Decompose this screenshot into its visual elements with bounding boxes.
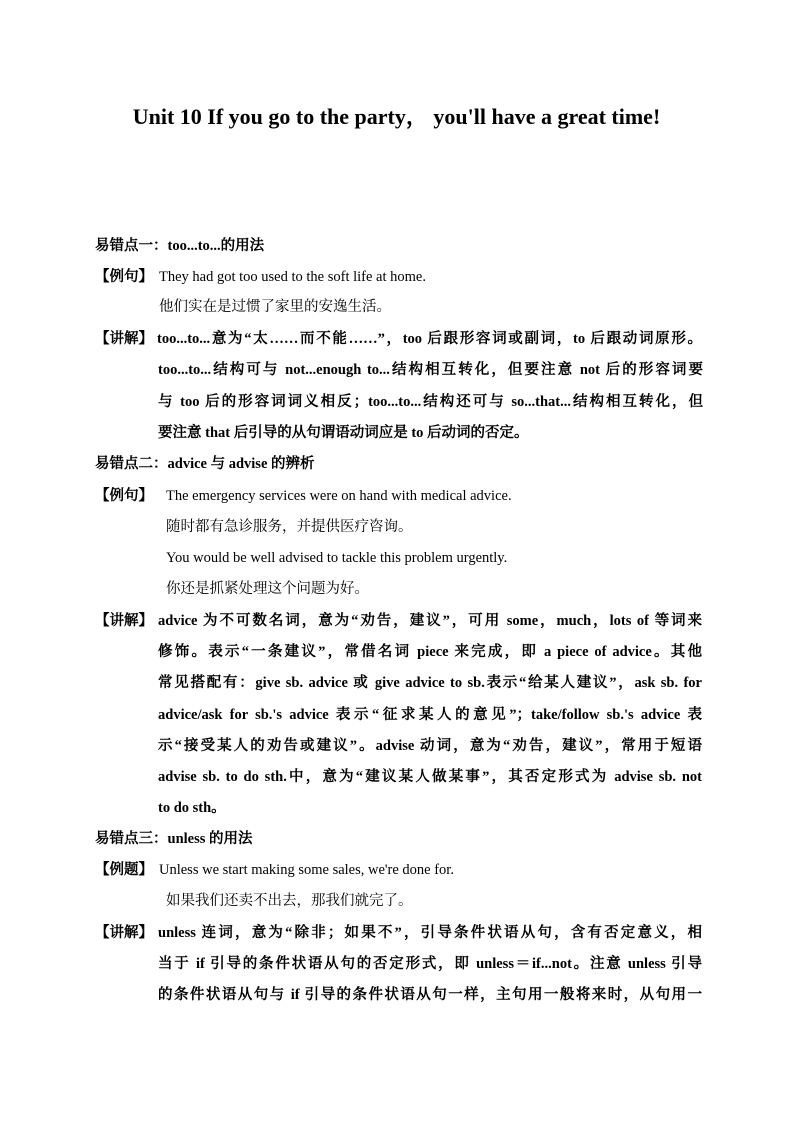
example-sentence-cn-2a: 随时都有急诊服务，并提供医疗咨询。	[166, 519, 413, 535]
explain-line: advise sb. to do sth.中，意为“建议某人做某事”，其否定形式为 advise sb. not	[158, 769, 702, 785]
example-sentence-en-1: They had got too used to the soft life at home.	[159, 269, 426, 285]
explain-line: unless 连词，意为“除非；如果不”，引导条件状语从句，含有否定意义，相	[158, 925, 702, 941]
explain-tag-1: 【讲解】	[95, 331, 153, 347]
explain-line: 修饰。表示“一条建议”，常借名词 piece 来完成，即 a piece of advice。其他	[158, 644, 702, 660]
explain-line: 当于 if 引导的条件状语从句的否定形式，即 unless＝if...not。注意 unless 引导	[158, 956, 702, 972]
explain-tag-2: 【讲解】	[95, 613, 153, 629]
example-sentence-en-2a: The emergency services were on hand with medical advice.	[166, 488, 512, 504]
example-tag-2: 【例句】	[95, 488, 153, 504]
example-sentence-en-3: Unless we start making some sales, we're done for.	[159, 862, 454, 878]
explain-line: 的条件状语从句与 if 引导的条件状语从句一样，主句用一般将来时，从句用一	[158, 987, 702, 1003]
example-tag-3: 【例题】	[95, 862, 153, 878]
explain-line: 与 too 后的形容词词义相反；too...to...结构还可与 so...that...结构相互转化，但	[158, 394, 703, 410]
example-sentence-cn-2b: 你还是抓紧处理这个问题为好。	[166, 581, 369, 597]
explain-line: to do sth。	[158, 800, 226, 816]
explain-line: too...to...意为“太……而不能……”，too 后跟形容词或副词，to 后跟动词原形。	[157, 331, 702, 347]
example-tag-1: 【例句】	[95, 269, 153, 285]
explain-line: advice/ask for sb.'s advice 表示“征求某人的意见”；take/follow sb.'s advice 表	[158, 707, 702, 723]
explain-line: advice 为不可数名词，意为“劝告，建议”，可用 some，much，lots of 等词来	[158, 613, 702, 629]
explain-line: too...to...结构可与 not...enough to...结构相互转化，但要注意 not 后的形容词要	[158, 362, 703, 378]
section-heading-2: 易错点二：advice 与 advise 的辨析	[95, 456, 315, 472]
explain-line: 常见搭配有：give sb. advice 或 give advice to sb.表示“给某人建议”，ask sb. for	[158, 675, 702, 691]
explain-line: 示“接受某人的劝告或建议”。advise 动词，意为“劝告，建议”，常用于短语	[158, 738, 702, 754]
example-sentence-cn-3: 如果我们还卖不出去，那我们就完了。	[166, 893, 413, 909]
explain-tag-3: 【讲解】	[95, 925, 153, 941]
explain-line: 要注意 that 后引导的从句谓语动词应是 to 后动词的否定。	[158, 425, 529, 441]
example-sentence-en-2b: You would be well advised to tackle this problem urgently.	[166, 550, 508, 566]
example-sentence-cn-1: 他们实在是过惯了家里的安逸生活。	[159, 299, 391, 315]
section-heading-1: 易错点一：too...to...的用法	[95, 238, 265, 254]
section-heading-3: 易错点三：unless 的用法	[95, 831, 253, 847]
page-title: Unit 10 If you go to the party， you'll have a great time!	[132, 104, 661, 129]
